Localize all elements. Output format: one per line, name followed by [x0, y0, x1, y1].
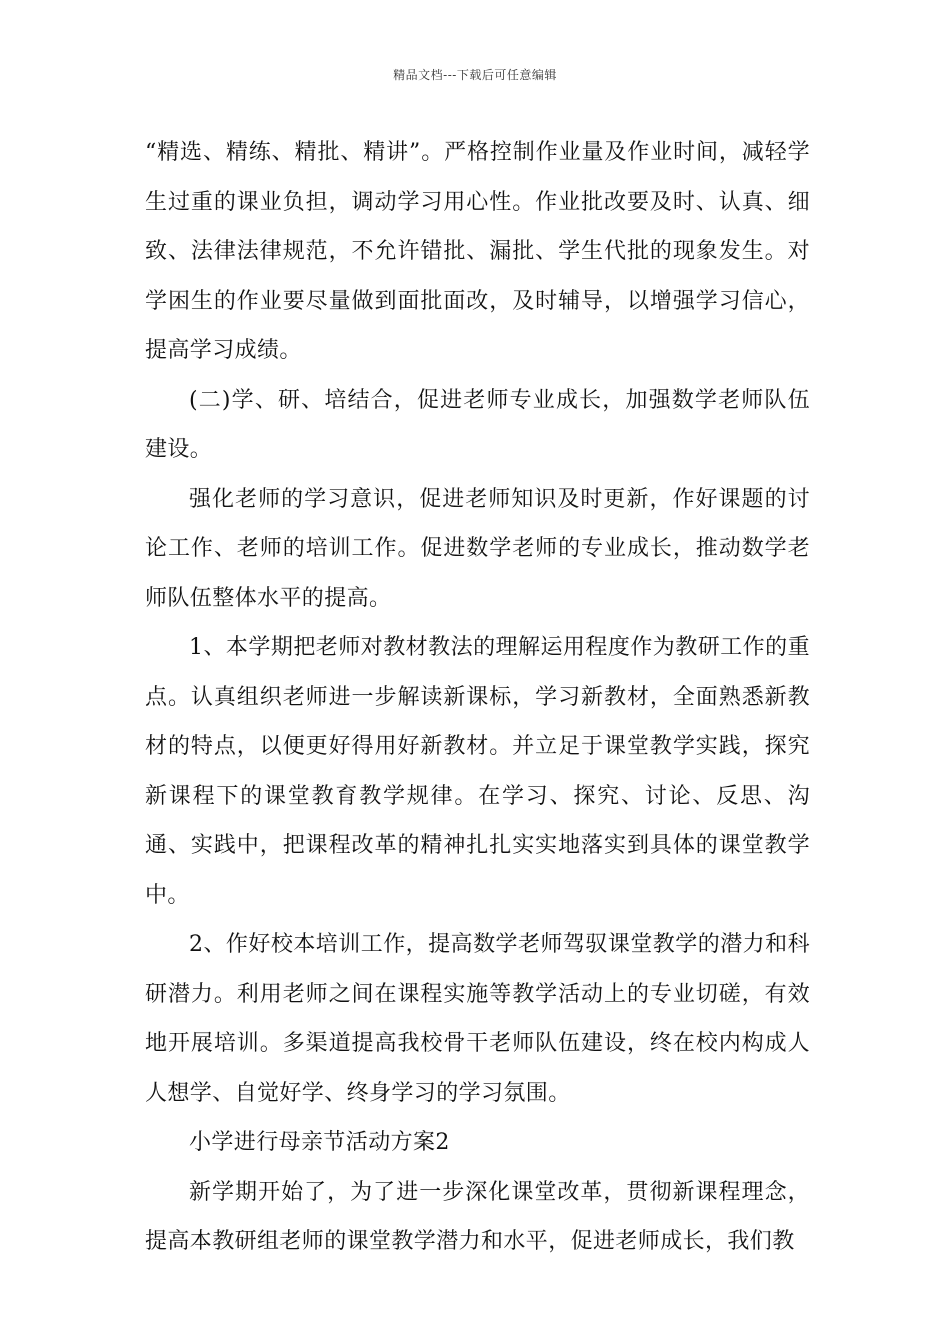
section-title-plan-2: 小学进行母亲节活动方案2 — [189, 1130, 450, 1155]
paragraph-item-2: 2、作好校本培训工作，提高数学老师驾驭课堂教学的潜力和科研潜力。利用老师之间在课程实施等教学活动上的专业切磋，有效地开展培训。多渠道提高我校骨干老师队伍建设，终在校内构成人人想学、自觉好学、终身学习的学习氛围。 — [145, 932, 810, 1106]
paragraph-new-semester: 新学期开始了，为了进一步深化课堂改革，贯彻新课程理念，提高本教研组老师的课堂教学潜力和水平，促进老师成长，我们教 — [145, 1179, 810, 1254]
paragraph-item-1: 1、本学期把老师对教材教法的理解运用程度作为教研工作的重点。认真组织老师进一步解读新课标，学习新教材，全面熟悉新教材的特点，以便更好得用好新教材。并立足于课堂教学实践，探究新课程下的课堂教育教学规律。在学习、探究、讨论、反思、沟通、实践中，把课程改革的精神扎扎实实地落实到具体的课堂教学中。 — [145, 635, 810, 908]
page-header: 精品文档---下载后可任意编辑 — [393, 68, 557, 82]
document-body — [145, 128, 810, 1267]
paragraph-homework-policy: “精选、精练、精批、精讲”。严格控制作业量及作业时间，减轻学生过重的课业负担，调动学习用心性。作业批改要及时、认真、细致、法律法律规范，不允许错批、漏批、学生代批的现象发生。对学困生的作业要尽量做到面批面改，及时辅导，以增强学习信心，提高学习成绩。 — [145, 140, 810, 363]
paragraph-learning-awareness: 强化老师的学习意识，促进老师知识及时更新，作好课题的讨论工作、老师的培训工作。促进数学老师的专业成长，推动数学老师队伍整体水平的提高。 — [145, 486, 810, 611]
section-heading-teacher-growth: (二)学、研、培结合，促进老师专业成长，加强数学老师队伍建设。 — [145, 387, 810, 462]
